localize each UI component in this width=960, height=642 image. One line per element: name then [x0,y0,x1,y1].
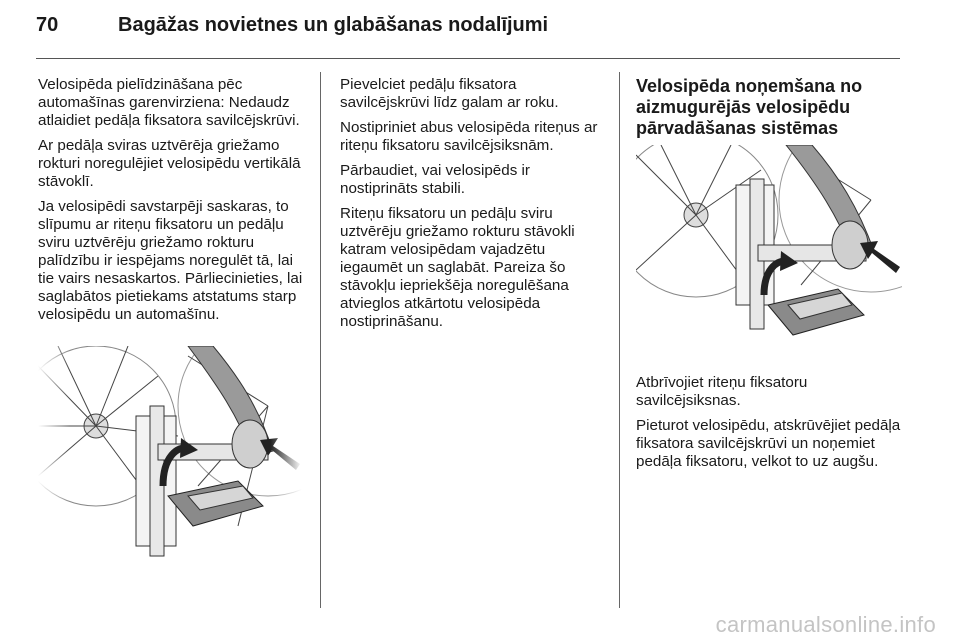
paragraph: Pieturot velosipēdu, atskrūvējiet pedāļa fiksatora savilcējskrūvi un noņemiet pedāļa fiksatoru, velkot to uz augšu. [636,417,901,470]
column-divider [320,72,321,608]
column-3-body [636,374,902,478]
paragraph: Ar pedāļa sviras uztvērēja griežamo rokturi noregulējiet velosipēdu vertikālā stāvoklī. [38,137,301,190]
column-3 [636,76,902,139]
paragraph: Riteņu fiksatoru un pedāļu sviru uztvērēju griežamo rokturu stāvokli katram velosipēdam vajadzētu iegaumēt un saglabāt. Pareiza šo stāvokļu iepriekšēja noregulēšana atvieglos atkārtotu velosipēda nostiprināšanu. [340,205,575,330]
paragraph: Pievelciet pedāļu fiksatora savilcējskrūvi līdz galam ar roku. [340,76,559,111]
column-divider [619,72,620,608]
column-1 [38,76,310,331]
paragraph: Atbrīvojiet riteņu fiksatoru savilcējsiksnas. [636,374,808,409]
watermark: carmanualsonline.info [715,612,936,637]
pedal-clamp-illustration [38,346,302,558]
pedal-clamp-illustration [636,145,902,359]
paragraph: Velosipēda pielīdzināšana pēc automašīnas garenvirziena: Nedaudz atlaidiet pedāļa fiksatora savilcējskrūvi. [38,76,300,129]
paragraph: Nostipriniet abus velosipēda riteņus ar riteņu fiksatoru savilcējsiksnām. [340,119,598,154]
column-2 [340,76,610,338]
paragraph: Ja velosipēdi savstarpēji saskaras, to slīpumu ar riteņu fiksatoru un pedāļu sviru uztvērēju griežamo rokturu palīdzību ir iespējams noregulēt tā, lai tie vairs nesaskartos. Pārliecinieties, lai saglabātos pietiekams atstatums starp velosipēdu un automašīnu. [38,198,303,323]
page-number: 70 [36,14,59,36]
section-heading: Velosipēda noņemšana no aizmugurējās velosipēdu pārvadāšanas sistēmas [636,76,863,138]
header-divider [36,58,900,59]
paragraph: Pārbaudiet, vai velosipēds ir nostiprināts stabili. [340,162,530,197]
page-title: Bagāžas novietnes un glabāšanas nodalījumi [118,14,549,36]
